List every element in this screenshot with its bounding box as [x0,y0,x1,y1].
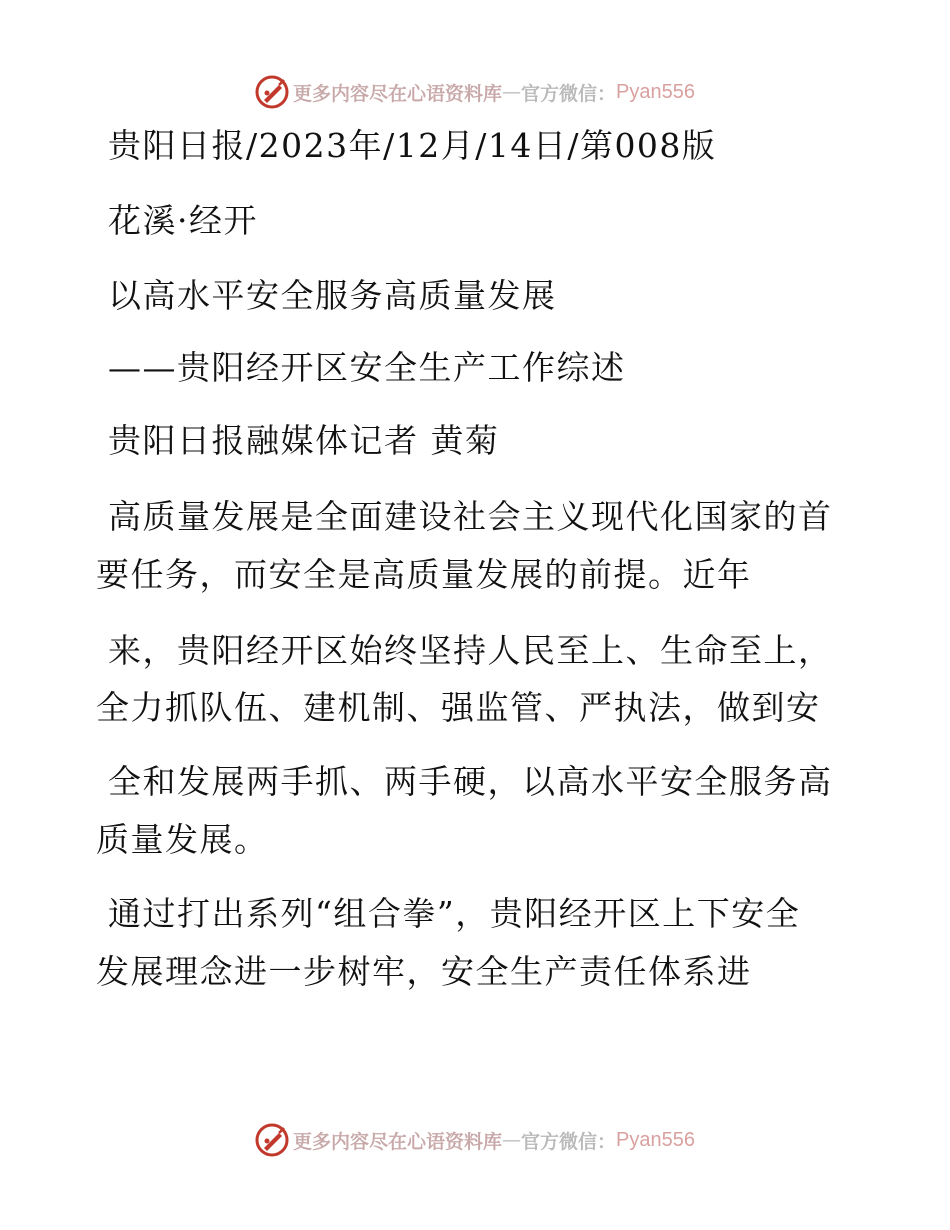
body-line: 全和发展两手抓、两手硬，以高水平安全服务高 [108,762,833,801]
watermark-wechat-id: Pyan556 [616,1128,695,1151]
body-line: 要任务，而安全是高质量发展的前提。近年 [96,555,752,594]
watermark-wechat-label: 官方微信： [521,1130,617,1153]
body-line: 通过打出系列“组合拳”，贵阳经开区上下安全 [108,894,801,933]
body-line: 来，贵阳经开区始终坚持人民至上、生命至上， [108,631,833,670]
body-line: 发展理念进一步树牢，安全生产责任体系进 [96,952,752,991]
article-column: 花溪·经开 [108,201,258,240]
body-line: 全力抓队伍、建机制、强监管、严执法，做到安 [96,688,821,727]
body-line: 质量发展。 [96,820,269,859]
watermark-wechat-label: 官方微信： [521,82,617,105]
article-subtitle: ——贵阳经开区安全生产工作综述 [108,348,626,387]
article-title: 以高水平安全服务高质量发展 [108,276,557,315]
watermark-dash: — [502,1129,522,1151]
watermark-text: 更多内容尽在心语资料库 [293,1130,503,1153]
quill-logo-icon [255,1123,289,1157]
article-source: 贵阳日报/2023年/12月/14日/第008版 [108,126,717,165]
article-byline: 贵阳日报融媒体记者 黄菊 [108,421,500,460]
body-line: 高质量发展是全面建设社会主义现代化国家的首 [108,497,833,536]
watermark-banner-bottom [0,1120,950,1160]
watermark-banner-top [0,72,950,112]
watermark-text: 更多内容尽在心语资料库 [293,82,503,105]
quill-logo-icon [255,75,289,109]
watermark-dash: — [502,81,522,103]
watermark-wechat-id: Pyan556 [616,80,695,103]
